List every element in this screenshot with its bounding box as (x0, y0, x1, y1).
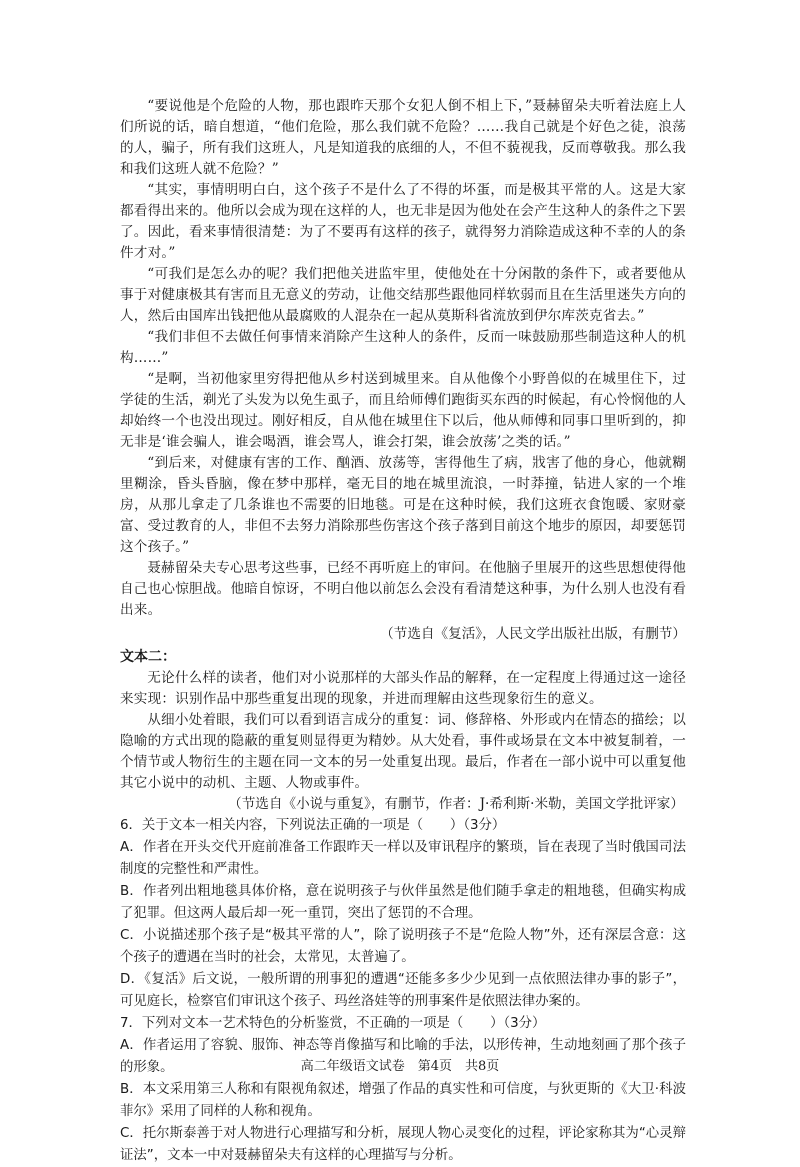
question-stem: 6．关于文本一相关内容，下列说法正确的一项是（ ）（3分） (120, 818, 506, 833)
text1-paragraph: 聂赫留朵夫专心思考这些事，已经不再听庭上的审问。在他脑子里展开的这些思想使得他自己也心惊胆战。他暗自惊讶，不明白他以前怎么会没有看清楚这种事，为什么别人也没有看出来。 (120, 560, 686, 618)
text1-source: （节选自《复活》，人民文学出版社出版，有删节） (380, 626, 686, 642)
question-option: D．《复活》后文说，一般所谓的刑事犯的遭遇“还能多多少少见到一点依照法律办事的影子”，可见庭长，检察官们审讯这个孩子、玛丝洛娃等的刑事案件是依照法律办案的。 (120, 972, 686, 1009)
text1-paragraph: “可我们是怎么办的呢？我们把他关进监牢里，使他处在十分闲散的条件下，或者要他从事于对健康极其有害而且无意义的劳动，让他交结那些跟他同样软弱而且在生活里迷失方向的人，然后由国库出钱把他从最腐败的人混杂在一起从莫斯科省流放到伊尔库茨克省去。” (120, 266, 686, 324)
question-option: A．作者运用了容貌、服饰、神态等肖像描写和比喻的手法，以形传神，生动地刻画了那个孩子的形象。 (120, 1038, 686, 1075)
text1-section (120, 96, 686, 645)
question-option: C．小说描述那个孩子是“极其平常的人”，除了说明孩子不是“危险人物”外，还有深层含意：这个孩子的遭遇在当时的社会，太常见，太普遍了。 (120, 928, 686, 965)
text2-paragraph: 从细小处着眼，我们可以看到语言成分的重复：词、修辞格、外形或内在情态的描绘；以隐喻的方式出现的隐蔽的重复则显得更为精妙。从大处看，事件或场景在文本中被复制着，一个情节或人物衍生的主题在同一文本的另一处重复出现。最后，作者在一部小说中可以重复他其它小说中的动机、主题、人物或事件。 (120, 712, 686, 791)
page-content (120, 96, 686, 1167)
text1-paragraph: “要说他是个危险的人物，那也跟昨天那个女犯人倒不相上下，”聂赫留朵夫听着法庭上人们所说的话，暗自想道，“他们危险，那么我们就不危险？……我自己就是个好色之徒，浪荡的人，骗子，所有我们这班人，凡是知道我的底细的人，不但不藐视我，反而尊敬我。那么我和我们这班人就不危险？” (120, 98, 686, 177)
question-7 (120, 1013, 686, 1167)
text1-paragraph: “是啊，当初他家里穷得把他从乡村送到城里来。自从他像个小野兽似的在城里住下，过学徒的生活，剃光了头发为以免生虱子，而且给师傅们跑街买东西的时候起，有心怜悯他的人却始终一个也没出现过。刚好相反，自从他在城里住下以后，他从师傅和同事口里听到的，抑无非是‘谁会骗人，谁会喝酒，谁会骂人，谁会打架，谁会放荡’之类的话。” (120, 371, 686, 450)
text2-title: 文本二： (120, 649, 176, 665)
question-option: C．托尔斯泰善于对人物进行心理描写和分析，展现人物心灵变化的过程，评论家称其为“心灵辩证法”，文本一中对聂赫留朵夫有这样的心理描写与分析。 (120, 1126, 686, 1163)
text1-paragraph: “其实，事情明明白白，这个孩子不是什么了不得的坏蛋，而是极其平常的人。这是大家都看得出来的。他所以会成为现在这样的人，也无非是因为他处在会产生这种人的条件之下罢了。因此，看来事情很清楚：为了不要再有这样的孩子，就得努力消除造成这种不幸的人的条件才对。” (120, 182, 686, 261)
question-option: B．作者列出粗地毯具体价格，意在说明孩子与伙伴虽然是他们随手拿走的粗地毯，但确实构成了犯罪。但这两人最后却一死一重罚，突出了惩罚的不合理。 (120, 884, 686, 921)
text2-source: （节选自《小说与重复》，有删节，作者：J·希利斯·米勒，美国文学批评家） (228, 796, 684, 812)
question-option: B．本文采用第三人称和有限视角叙述，增强了作品的真实性和可信度，与狄更斯的《大卫·科波菲尔》采用了同样的人称和视角。 (120, 1082, 686, 1119)
text1-paragraph: “到后来，对健康有害的工作、酗酒、放荡等，害得他生了病，戕害了他的身心，他就糊里糊涂，昏头昏脑，像在梦中那样，毫无目的地在城里流浪，一时莽撞，钻进人家的一个堆房，从那儿拿走了几条谁也不需要的旧地毯。可是在这种时候，我们这班衣食饱暖、家财豪富、受过教育的人，非但不去努力消除那些伤害这个孩子落到目前这个地步的原因，却要惩罚这个孩子。” (120, 455, 686, 555)
page-footer: 高二年级语文试卷 第4页 共8页 (300, 1059, 500, 1074)
question-option: A．作者在开头交代开庭前准备工作跟昨天一样以及审讯程序的繁琐，旨在表现了当时俄国司法制度的完整性和严肃性。 (120, 840, 686, 877)
text2-section (120, 646, 686, 815)
text2-paragraph: 无论什么样的读者，他们对小说那样的大部头作品的解释，在一定程度上得通过这一途径来实现：识别作品中那些重复出现的现象，并进而理解由这些现象衍生的意义。 (120, 670, 686, 707)
text1-paragraph: “我们非但不去做任何事情来消除产生这种人的条件，反而一味鼓励那些制造这种人的机构……” (120, 329, 686, 366)
question-stem: 7．下列对文本一艺术特色的分析鉴赏，不正确的一项是（ ）（3分） (120, 1016, 546, 1031)
question-6 (120, 815, 686, 1013)
